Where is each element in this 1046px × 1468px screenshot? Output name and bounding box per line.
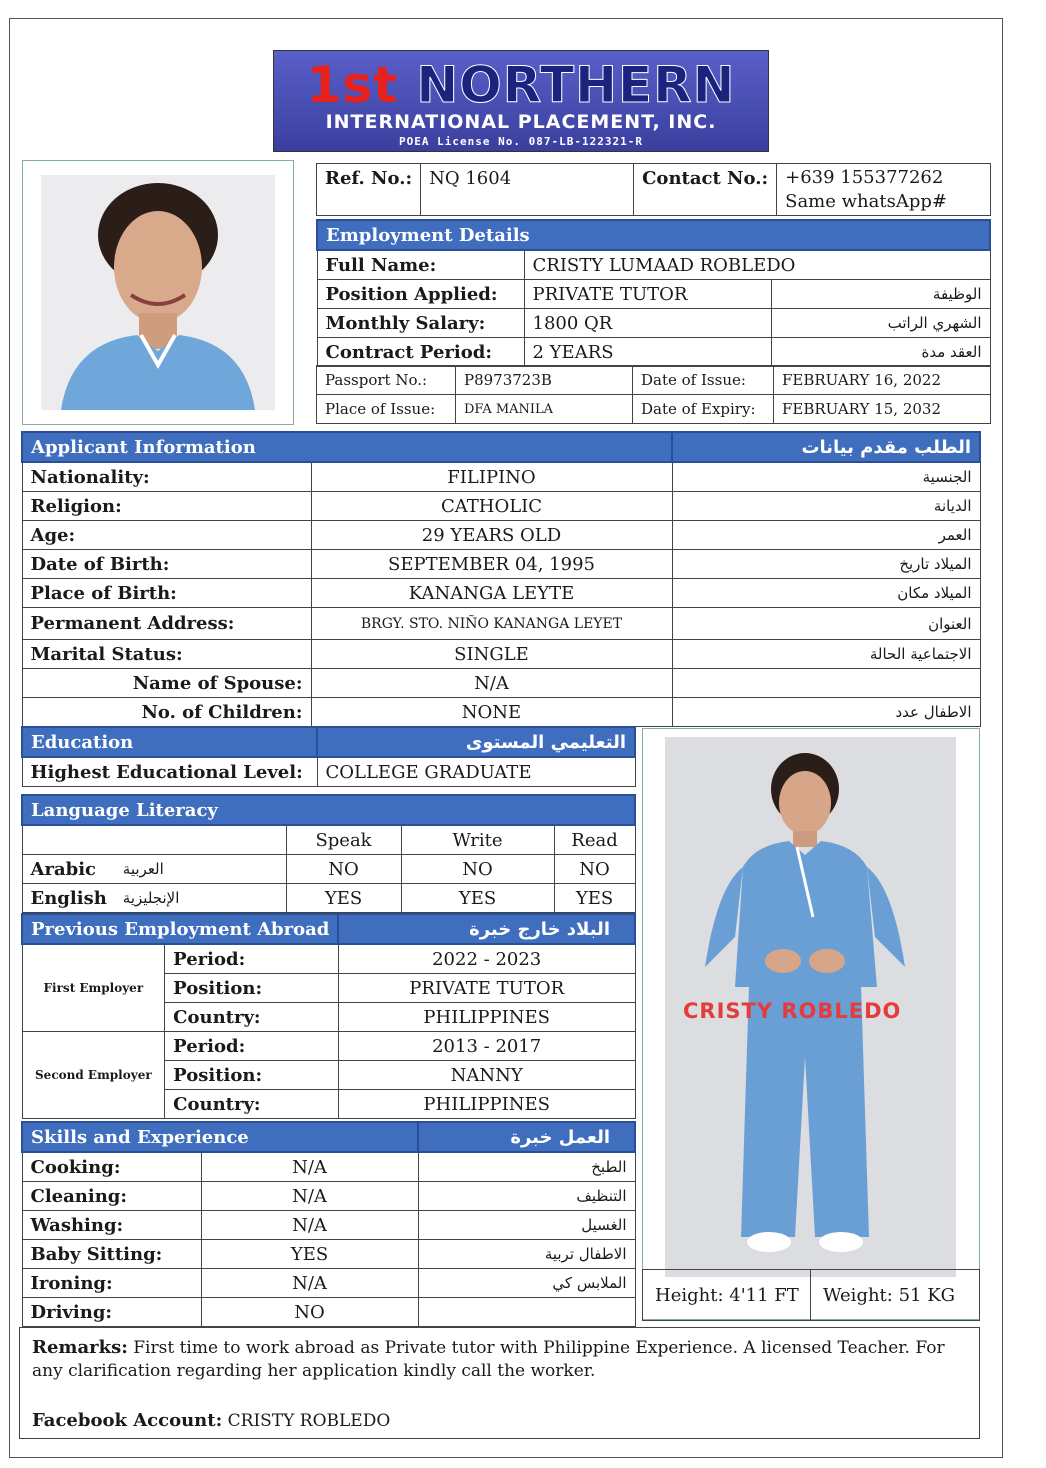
language-blank <box>22 825 286 855</box>
washing-arabic: الغسيل <box>418 1211 635 1240</box>
position-value: PRIVATE TUTOR <box>524 280 771 309</box>
second-country-label: Country: <box>165 1090 339 1119</box>
write-header: Write <box>401 825 554 855</box>
ref-label: Ref. No.: <box>317 164 421 216</box>
facebook-label: Facebook Account: <box>32 1410 223 1431</box>
position-label: Position Applied: <box>317 280 524 309</box>
children-value: NONE <box>311 698 672 727</box>
english-write: YES <box>401 884 554 913</box>
ref-value: NQ 1604 <box>421 164 634 216</box>
previous-header-arabic: البلاد خارج خبرة <box>338 914 635 944</box>
applicant-header-arabic: الطلب مقدم بيانات <box>672 432 980 462</box>
passport-no-value: P8973723B <box>456 366 633 395</box>
first-employer-label: First Employer <box>22 944 165 1032</box>
date-expiry-label: Date of Expiry: <box>633 395 774 424</box>
first-period-label: Period: <box>165 944 339 974</box>
arabic-arabic: العربية <box>115 855 286 884</box>
nationality-value: FILIPINO <box>311 462 672 492</box>
photo-caption: CRISTY ROBLEDO <box>683 999 902 1023</box>
contact-value: +639 155377262 <box>785 167 944 188</box>
ref-table <box>316 163 991 216</box>
contact-note: Same whatsApp# <box>785 191 947 212</box>
full-body-photo <box>665 737 956 1277</box>
place-issue-value: DFA MANILA <box>456 395 633 424</box>
weight-value: Weight: 51 KG <box>810 1269 980 1321</box>
portrait-photo <box>41 175 275 410</box>
age-label: Age: <box>22 521 311 550</box>
religion-value: CATHOLIC <box>311 492 672 521</box>
remarks-label: Remarks: <box>32 1337 128 1358</box>
salary-label: Monthly Salary: <box>317 309 524 338</box>
dob-label: Date of Birth: <box>22 550 311 579</box>
logo-name: NORTHERN <box>416 56 736 114</box>
applicant-table <box>21 431 981 727</box>
first-country-value: PHILIPPINES <box>338 1003 635 1032</box>
pob-value: KANANGA LEYTE <box>311 579 672 608</box>
english-label: English <box>22 884 115 913</box>
religion-label: Religion: <box>22 492 311 521</box>
spouse-value: N/A <box>311 669 672 698</box>
skills-table <box>21 1121 636 1327</box>
full-name-value: CRISTY LUMAAD ROBLEDO <box>524 250 990 280</box>
facebook-value: CRISTY ROBLEDO <box>227 1411 391 1431</box>
first-position-label: Position: <box>165 974 339 1003</box>
full-body-photo-frame <box>642 728 980 1320</box>
measurement-bar <box>642 1269 980 1321</box>
driving-value: NO <box>201 1298 418 1327</box>
arabic-label: Arabic <box>22 855 115 884</box>
children-arabic: الاطفال عدد <box>672 698 980 727</box>
education-header-arabic: التعليمي المستوى <box>317 727 635 757</box>
dob-value: SEPTEMBER 04, 1995 <box>311 550 672 579</box>
first-country-label: Country: <box>165 1003 339 1032</box>
remarks-paragraph <box>32 1336 967 1383</box>
children-label: No. of Children: <box>22 698 311 727</box>
place-issue-label: Place of Issue: <box>317 395 456 424</box>
second-position-value: NANNY <box>338 1061 635 1090</box>
language-header: Language Literacy <box>22 795 635 825</box>
previous-header: Previous Employment Abroad <box>22 914 338 944</box>
cooking-arabic: الطبخ <box>418 1152 635 1182</box>
address-label: Permanent Address: <box>22 608 311 640</box>
nationality-label: Nationality: <box>22 462 311 492</box>
address-value: BRGY. STO. NIÑO KANANGA LEYET <box>311 608 672 640</box>
remarks-text: First time to work abroad as Private tutor with Philippine Experience. A licensed Teacher. For any clarification regarding her application kindly call the worker. <box>32 1338 945 1381</box>
cleaning-value: N/A <box>201 1182 418 1211</box>
nationality-arabic: الجنسية <box>672 462 980 492</box>
contract-arabic: العقد مدة <box>771 338 990 367</box>
pob-label: Place of Birth: <box>22 579 311 608</box>
babysitting-arabic: الاطفال تربية <box>418 1240 635 1269</box>
ironing-label: Ironing: <box>22 1269 201 1298</box>
cleaning-arabic: التنظيف <box>418 1182 635 1211</box>
second-position-label: Position: <box>165 1061 339 1090</box>
ironing-value: N/A <box>201 1269 418 1298</box>
age-arabic: العمر <box>672 521 980 550</box>
education-value: COLLEGE GRADUATE <box>317 757 635 787</box>
cleaning-label: Cleaning: <box>22 1182 201 1211</box>
full-name-label: Full Name: <box>317 250 524 280</box>
education-table <box>21 726 636 787</box>
washing-label: Washing: <box>22 1211 201 1240</box>
portrait-photo-frame <box>22 160 294 425</box>
logo-company: INTERNATIONAL PLACEMENT, INC. <box>325 111 717 133</box>
remarks-box <box>19 1327 980 1439</box>
spouse-label: Name of Spouse: <box>22 669 311 698</box>
date-issue-label: Date of Issue: <box>633 366 774 395</box>
speak-header: Speak <box>286 825 401 855</box>
logo-first: 1st <box>306 56 398 114</box>
arabic-read: NO <box>554 855 635 884</box>
language-table <box>21 794 636 913</box>
passport-no-label: Passport No.: <box>317 366 456 395</box>
marital-value: SINGLE <box>311 640 672 669</box>
driving-label: Driving: <box>22 1298 201 1327</box>
passport-table <box>316 365 991 424</box>
skills-header-arabic: العمل خبرة <box>418 1122 635 1152</box>
first-position-value: PRIVATE TUTOR <box>338 974 635 1003</box>
english-arabic: الإنجليزية <box>115 884 286 913</box>
position-arabic: الوظيفة <box>771 280 990 309</box>
education-label: Highest Educational Level: <box>22 757 317 787</box>
marital-label: Marital Status: <box>22 640 311 669</box>
pob-arabic: الميلاد مكان <box>672 579 980 608</box>
salary-value: 1800 QR <box>524 309 771 338</box>
address-arabic: العنوان <box>672 608 980 640</box>
ironing-arabic: الملابس كي <box>418 1269 635 1298</box>
applicant-header: Applicant Information <box>22 432 672 462</box>
spouse-arabic <box>672 669 980 698</box>
babysitting-value: YES <box>201 1240 418 1269</box>
education-header: Education <box>22 727 317 757</box>
cooking-value: N/A <box>201 1152 418 1182</box>
second-period-value: 2013 - 2017 <box>338 1032 635 1061</box>
second-period-label: Period: <box>165 1032 339 1061</box>
first-period-value: 2022 - 2023 <box>338 944 635 974</box>
contract-value: 2 YEARS <box>524 338 771 367</box>
contract-label: Contract Period: <box>317 338 524 367</box>
contact-label: Contact No.: <box>634 164 777 216</box>
employment-header: Employment Details <box>317 220 990 250</box>
employment-table <box>316 219 991 367</box>
english-read: YES <box>554 884 635 913</box>
babysitting-label: Baby Sitting: <box>22 1240 201 1269</box>
age-value: 29 YEARS OLD <box>311 521 672 550</box>
height-value: Height: 4'11 FT <box>642 1269 811 1321</box>
second-country-value: PHILIPPINES <box>338 1090 635 1119</box>
contact-cell <box>777 164 991 216</box>
dob-arabic: الميلاد تاريخ <box>672 550 980 579</box>
logo-license: POEA License No. 087-LB-122321-R <box>399 135 643 148</box>
arabic-write: NO <box>401 855 554 884</box>
religion-arabic: الديانة <box>672 492 980 521</box>
facebook-line <box>32 1409 967 1433</box>
date-expiry-value: FEBRUARY 15, 2032 <box>774 395 991 424</box>
english-speak: YES <box>286 884 401 913</box>
second-employer-label: Second Employer <box>22 1032 165 1119</box>
previous-employment-table <box>21 913 636 1119</box>
date-issue-value: FEBRUARY 16, 2022 <box>774 366 991 395</box>
read-header: Read <box>554 825 635 855</box>
salary-arabic: الشهري الراتب <box>771 309 990 338</box>
marital-arabic: الاجتماعية الحالة <box>672 640 980 669</box>
skills-header: Skills and Experience <box>22 1122 418 1152</box>
cooking-label: Cooking: <box>22 1152 201 1182</box>
company-logo <box>273 50 769 152</box>
washing-value: N/A <box>201 1211 418 1240</box>
arabic-speak: NO <box>286 855 401 884</box>
driving-arabic <box>418 1298 635 1327</box>
